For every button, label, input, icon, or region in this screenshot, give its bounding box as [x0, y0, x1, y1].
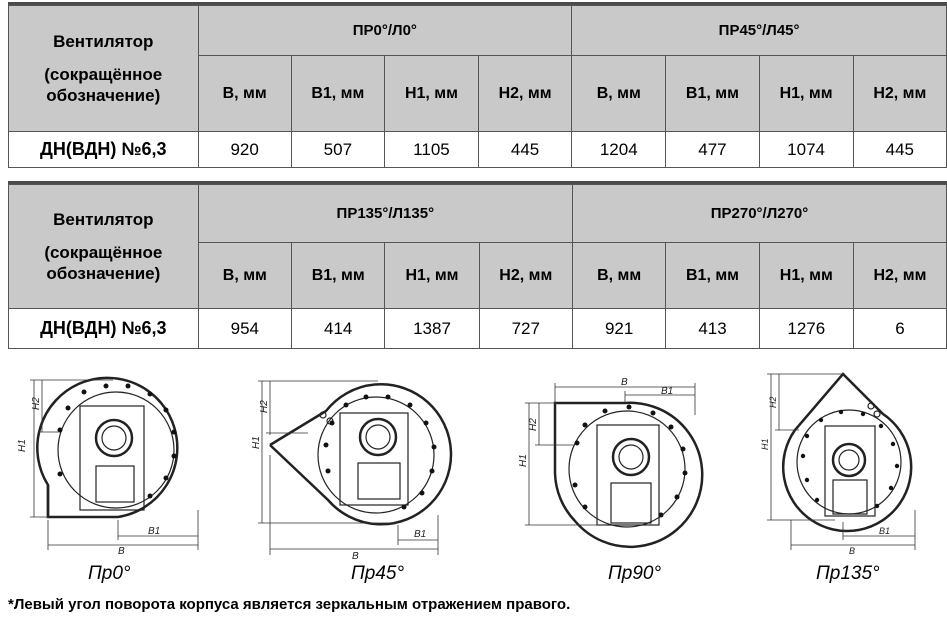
group-header: ПР45°/Л45°: [572, 6, 947, 56]
dim-label-b1: B1: [661, 386, 674, 397]
value-cell: 414: [292, 309, 385, 349]
group-header: ПР270°/Л270°: [572, 185, 946, 243]
fan-header-cell: [9, 185, 199, 309]
column-header: H2, мм: [853, 56, 946, 132]
dim-label-h1: H1: [17, 439, 28, 452]
value-cell: 921: [572, 309, 665, 349]
column-header: B, мм: [572, 243, 665, 309]
value-cell: 1074: [759, 132, 853, 168]
dim-label-b1: B1: [148, 526, 161, 537]
column-header: H2, мм: [853, 243, 946, 309]
dim-label-b1: B1: [414, 529, 427, 540]
dimensions-table-1: [8, 5, 947, 168]
column-header: B, мм: [198, 56, 291, 132]
column-header: H1, мм: [759, 56, 853, 132]
dim-label-b: B: [621, 377, 628, 388]
group-header: ПР135°/Л135°: [198, 185, 572, 243]
column-header: H1, мм: [759, 243, 853, 309]
value-cell: 954: [198, 309, 291, 349]
column-header: B1, мм: [666, 243, 759, 309]
fan-header-line3: обозначение): [46, 86, 161, 105]
fan-drawing-pr90: [515, 375, 710, 560]
dim-label-b: B: [352, 551, 359, 562]
column-header: B, мм: [198, 243, 291, 309]
dim-label-h1: H1: [518, 454, 529, 467]
footnote: *Левый угол поворота корпуса является зеркальным отражением правого.: [8, 596, 571, 613]
dim-label-b: B: [849, 546, 856, 556]
fan-header-line1: Вентилятор: [53, 32, 154, 51]
value-cell: 920: [198, 132, 291, 168]
dim-label-h2: H2: [528, 418, 539, 431]
fan-name: ДН(ВДН) №6,3: [9, 132, 199, 168]
column-header: H1, мм: [384, 56, 478, 132]
column-header: B1, мм: [666, 56, 759, 132]
caption-pr135: Пр135°: [816, 563, 880, 584]
value-cell: 1276: [759, 309, 853, 349]
column-header: B, мм: [572, 56, 666, 132]
caption-pr90: Пр90°: [608, 563, 662, 584]
fan-drawing-pr0: [8, 370, 208, 560]
value-cell: 6: [853, 309, 946, 349]
column-header: H1, мм: [385, 243, 479, 309]
column-header: B1, мм: [292, 243, 385, 309]
dimensions-table-2: [8, 184, 947, 349]
fan-header-line1: Вентилятор: [53, 210, 154, 229]
fan-header-line2: (сокращённое: [44, 65, 163, 84]
column-header: H2, мм: [479, 243, 572, 309]
value-cell: 445: [478, 132, 571, 168]
dim-label-b1: B1: [879, 526, 891, 536]
fan-header-cell: [9, 6, 199, 132]
dim-label-h2: H2: [31, 397, 42, 410]
fan-drawing-pr135: [755, 370, 945, 560]
dim-label-h2: H2: [259, 400, 270, 413]
value-cell: 477: [666, 132, 759, 168]
value-cell: 727: [479, 309, 572, 349]
fan-name: ДН(ВДН) №6,3: [9, 309, 199, 349]
value-cell: 507: [291, 132, 384, 168]
column-header: H2, мм: [478, 56, 571, 132]
value-cell: 1387: [385, 309, 479, 349]
value-cell: 1105: [384, 132, 478, 168]
fan-drawing-pr45: [248, 375, 458, 560]
value-cell: 1204: [572, 132, 666, 168]
dim-label-h1: H1: [251, 436, 262, 449]
table-row: [9, 309, 947, 349]
column-header: B1, мм: [291, 56, 384, 132]
table-row: [9, 132, 947, 168]
fan-header-line2: (сокращённое: [44, 243, 163, 262]
dim-label-h2: H2: [768, 396, 778, 408]
value-cell: 445: [853, 132, 946, 168]
dim-label-b: B: [118, 546, 125, 557]
dim-label-h1: H1: [760, 438, 770, 450]
group-header: ПР0°/Л0°: [198, 6, 572, 56]
fan-header-line3: обозначение): [46, 264, 161, 283]
value-cell: 413: [666, 309, 759, 349]
caption-pr0: Пр0°: [88, 563, 131, 584]
caption-pr45: Пр45°: [351, 563, 405, 584]
